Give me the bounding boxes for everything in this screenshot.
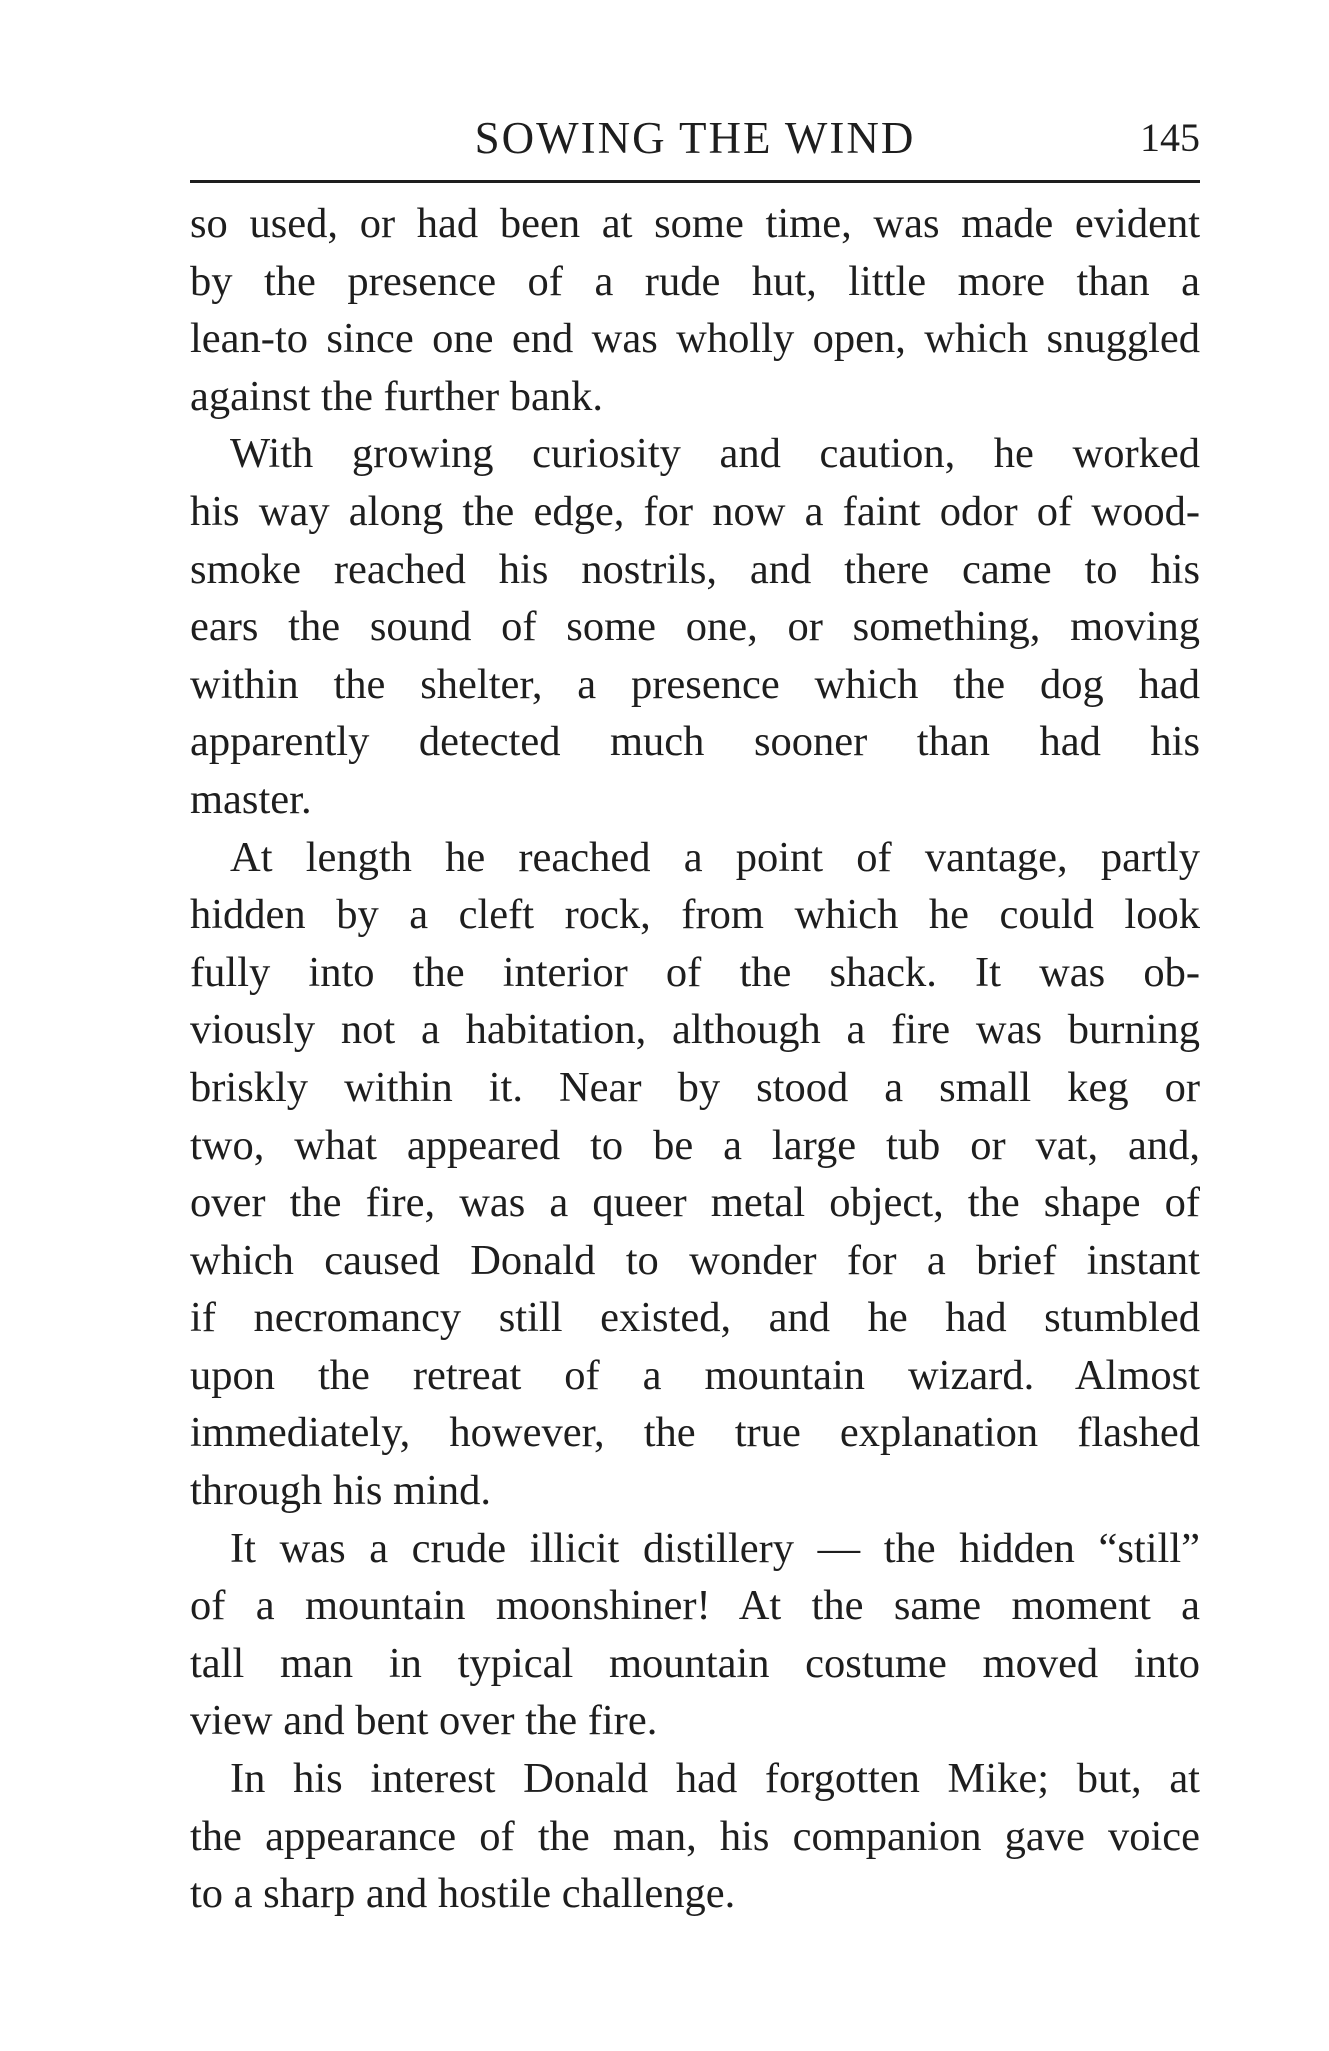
text-line: the appearance of the man, his companion gave voice <box>190 1812 1200 1860</box>
text-line: view and bent over the fire. <box>190 1697 658 1745</box>
text-line: master. <box>190 775 312 823</box>
paragraph <box>190 1750 1200 1923</box>
text-line: apparently detected much sooner than had his <box>190 718 1200 766</box>
text-line: upon the retreat of a mountain wizard. Almost <box>190 1351 1200 1399</box>
text-line: his way along the edge, for now a faint odor of wood- <box>190 487 1200 535</box>
text-line: fully into the interior of the shack. It was ob- <box>190 948 1200 996</box>
text-line: briskly within it. Near by stood a small keg or <box>190 1063 1200 1111</box>
paragraph <box>190 829 1200 1520</box>
text-line: within the shelter, a presence which the dog had <box>190 660 1200 708</box>
text-line: so used, or had been at some time, was made evident <box>190 200 1200 247</box>
text-body <box>190 195 1200 1923</box>
text-line: At length he reached a point of vantage, partly <box>230 833 1200 881</box>
running-title: SOWING THE WIND <box>474 113 916 163</box>
text-line: two, what appeared to be a large tub or vat, and, <box>190 1121 1200 1169</box>
paragraph <box>190 195 1200 425</box>
running-head <box>190 108 1200 168</box>
text-line: It was a crude illicit distillery — the hidden “still” <box>230 1524 1200 1572</box>
text-line: ears the sound of some one, or something, moving <box>190 603 1200 651</box>
text-line: by the presence of a rude hut, little more than a <box>190 257 1200 305</box>
text-line: hidden by a cleft rock, from which he could look <box>190 891 1200 939</box>
text-line: With growing curiosity and caution, he worked <box>230 430 1200 478</box>
text-line: of a mountain moonshiner! At the same moment a <box>190 1582 1200 1630</box>
text-line: immediately, however, the true explanation flashed <box>190 1409 1200 1457</box>
text-line: lean-to since one end was wholly open, which snuggled <box>190 315 1200 363</box>
page-number: 145 <box>1140 115 1200 160</box>
text-line: over the fire, was a queer metal object, the shape of <box>190 1179 1200 1227</box>
text-line: if necromancy still existed, and he had stumbled <box>190 1294 1200 1342</box>
text-line: through his mind. <box>190 1467 492 1515</box>
paragraph <box>190 425 1200 828</box>
text-line: against the further bank. <box>190 372 604 420</box>
paragraph <box>190 1520 1200 1750</box>
header-rule <box>190 180 1200 183</box>
text-line: which caused Donald to wonder for a brief instant <box>190 1236 1200 1284</box>
text-line: tall man in typical mountain costume moved into <box>190 1639 1200 1687</box>
text-line: to a sharp and hostile challenge. <box>190 1870 736 1918</box>
text-line: smoke reached his nostrils, and there came to his <box>190 545 1200 593</box>
text-line: viously not a habitation, although a fire was burning <box>190 1006 1200 1054</box>
text-line: In his interest Donald had forgotten Mike; but, at <box>230 1755 1200 1803</box>
